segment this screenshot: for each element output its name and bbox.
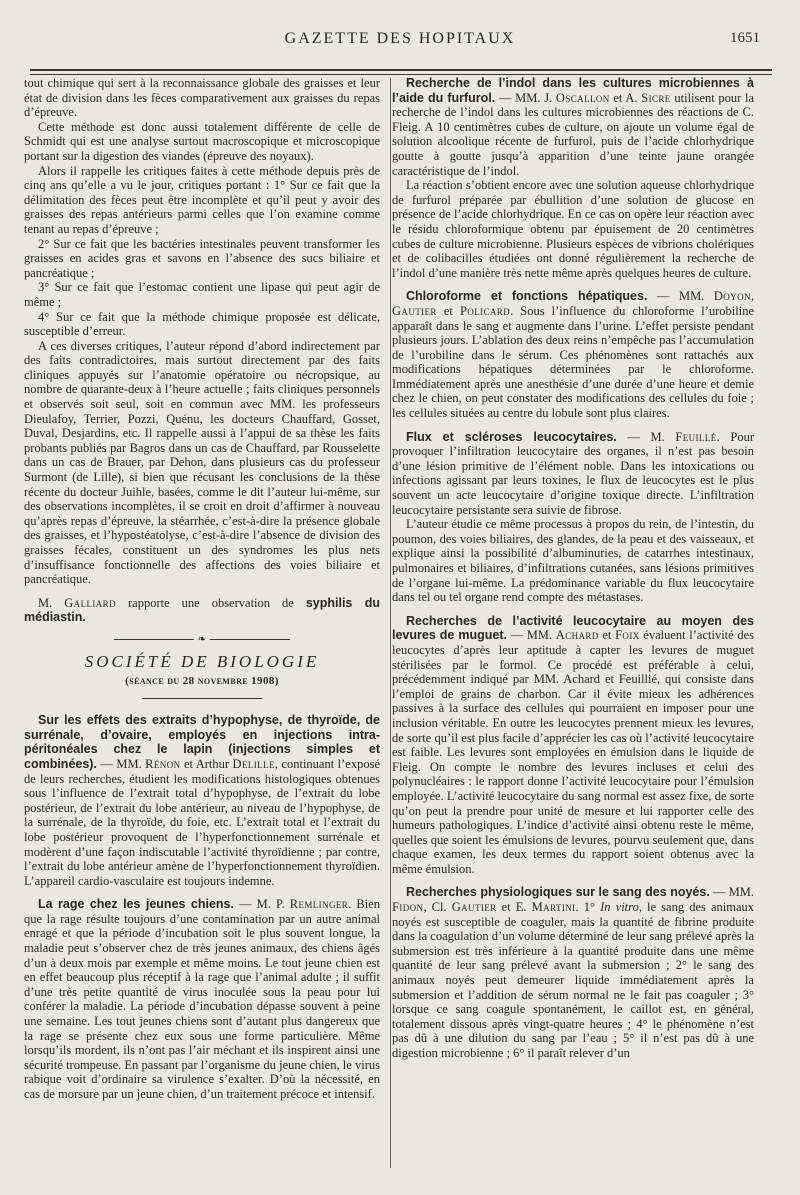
section-title: SOCIÉTÉ DE BIOLOGIE bbox=[84, 651, 320, 671]
article-dash: — MM. bbox=[96, 756, 146, 771]
paragraph: 3° Sur ce fait que l’estomac contient une lipase qui peut agir de même ; bbox=[24, 280, 380, 309]
author-name: Sicre bbox=[641, 90, 671, 105]
author-name: Rénon bbox=[145, 756, 181, 771]
article-body: utilisent pour la recherche de l’indol dans les cultures microbiennes des réactions de C. Fleig. A 10 centimètres cubes de culture, on ajoute un volume égal de solution alcoolique récente de furfurol, puis de l’acide chlorhydrique goutte à goutte jusqu’à apparition d’une teinte jaune orangée caractéristique de l’indol. bbox=[392, 90, 755, 178]
page-number: 1651 bbox=[730, 30, 760, 46]
italic-term: In vitro bbox=[600, 900, 639, 915]
short-rule bbox=[142, 698, 262, 699]
article-body: . Bien que la rage résulte toujours d’une contamination par un autre animal enragé et que la période d’incubation soit le plus souvent longue, la maladie peut s’observer chez de très jeunes animaux, des chiens âgés d’un à deux mois par exemple et même moins. Le tout jeune chien est en effet beaucoup plus réceptif à la rage que l’animal adulte ; il suffit d’une très petite quantité de virus inoculée sous la peau pour lui conférer la maladie. La période d’incubation dépasse souvent à peine une semaine. Les tout jeunes chiens sont d’autant plus dangereux que la rage se présente chez eux sous une forme particulière. Même lorsqu’ils mordent, ils n’ont pas l’air méchant et ils inspirent ainsi une sécurité trompeuse. En passant par l’organisme du jeune chien, le virus rabique voit d’ordinaire sa virulence s’exalter. D’où la nécessité, en cas de morsure par un jeune chien, d’un traitement précoce et intensif. bbox=[24, 897, 381, 1101]
author-name: Doyon bbox=[713, 289, 751, 304]
article-title: Flux et scléroses leucocytaires. bbox=[406, 429, 617, 444]
author-name: Martini bbox=[531, 900, 576, 915]
left-column bbox=[24, 76, 380, 1102]
author-name: Feuillé bbox=[675, 429, 717, 444]
paragraph: tout chimique qui sert à la reconnaissance globale des graisses et leur état de division dans les fèces comparativement aux graisses du repas d’épreuve. bbox=[24, 76, 380, 120]
author-name: Galliard bbox=[64, 595, 116, 610]
author-name: Gautier bbox=[392, 303, 437, 318]
paragraph: 4° Sur ce fait que la méthode chimique proposée est délicate, susceptible d’erreur. bbox=[24, 309, 380, 339]
article-dash: — MM. bbox=[647, 289, 714, 304]
article-title: Chloroforme et fonctions hépatiques. bbox=[406, 289, 648, 304]
running-head bbox=[0, 30, 800, 54]
article-indol bbox=[392, 76, 754, 178]
article-dash: — M. P. bbox=[233, 897, 290, 912]
paragraph: Cette méthode est donc aussi totalement différente de celle de Schmidt qui est une analyse surtout macroscopique et microscopique portant sur la digestion des viandes (épreuve des noyaux). bbox=[24, 119, 380, 163]
article-body: , le sang des animaux noyés est susceptible de coaguler, mais la quantité de fibrine produite dans la coagulation d’un volume déterminé de leur sang prélevé après la submersion est très inférieure à la quantité produite dans une même quantité de leur sang prélevé avant la submersion ; 2° le sang des animaux noyés peut demeurer liquide immédiatement après la submersion et l’addition de sérum normal ne le fait pas coaguler ; 3° lorsque ce sang coagule spontanément, le caillot est, en général, totalement dissous après vingt-quatre heures ; 4° le phénomène n’est pas dû à une dilution du sang par l’eau ; 5° il n’est pas dû à une digestion microbienne ; 6° il paraît relever d’un bbox=[392, 900, 755, 1060]
session-date: (séance du 28 novembre 1908) bbox=[125, 674, 279, 687]
article-body: évaluent l’activité des leucocytes d’après leur aptitude à capter les levures de muguet stérilisées par le formol. Ce procédé est préférable à celui, précédemment indiqué par MM. Achard et Feuillié, qui consiste dans l’emploi de grains de charbon. Car il évite mieux les adhérences passives à la surface des cellules qui pourraient en imposer pour une inclusion véritable. En outre les leucocytes prennent mieux les levures, de sorte qu’il est plus facile d’apprécier les cas où l’activité leucocytaire est faible. Les levures sont employées en émulsion dans le liquide de Fleig. On compte le nombre des levures incluses et celui des polynucléaires : le rapport donne l’activité leucocytaire pour l’émulsion employée. L’activité leucocytaire du sang normal est assez fixe, de sorte qu’on peut la prendre pour unité de mesure et lui rapporter celle des humeurs pathologiques. L’indice d’activité ainsi obtenu reste le même, quelles que soient les émulsions de levures, pourvu seulement que, dans chaque examen, les deux termes du rapport soient obtenus avec la même émulsion. bbox=[392, 628, 754, 876]
article-body: . Sous l’influence du chloroforme l’urobiline apparaît dans le sang et augmente dans l’urine. L’effet persiste pendant plusieurs jours. L’ablation des deux reins n’empêche pas l’accumulation de l’urobiline dans le sérum. Ces phénomènes sont rattachés aux modifications hépatiques déterminées par le chloroforme. Immédiatement après une anesthésie d’une durée d’une heure et demie chez le chien, on peut constater des modifications des cellules du foie ; les cellules situées au centre du lobule sont plus claires. bbox=[392, 303, 754, 421]
article-chloroforme bbox=[392, 289, 754, 420]
article-flux bbox=[392, 430, 754, 518]
paragraph: Alors il rappelle les critiques faites à cette méthode depuis près de cinq ans qu’elle a vu le jour, critiques portant : 1° Sur ce fait que la délimitation des fèces peut être incomplète et qu’il peut y avoir des graisses des repas antérieurs parmi celles que l’on examine comme tenant au repas d’épreuve ; bbox=[24, 163, 380, 236]
article-title: Sur les effets des extraits d’hypophyse, de thyroïde, de surrénale, d’ovaire, employés en injections intra-péritonéales chez le lapin (injections simples et combinées). bbox=[24, 713, 380, 771]
paragraph: A ces diverses critiques, l’auteur répond d’abord indirectement par des faits contradictoires, mais surtout directement par des faits cliniques appuyés sur l’anatomie opératoire ou nécropsique, au nombre de quarante-deux à l’heure actuelle ; faits cliniques personnels et observés soit seul, soit en commun avec MM. les professeurs Dieulafoy, Terrier, Pozzi, Quénu, les docteurs Chauffard, Gosset, Duval, Desjardins, etc. Il rappelle aussi à l’appui de sa thèse les faits probants publiés par Bagros dans un cas de Chauffard, par Rousselette dans un cas de Brauer, par Dehon, dans plusieurs cas du professeur Surmont (de Lille), si bien que récusant les conclusions de la thèse récente du docteur Juihle, basées, comme le dit l’auteur lui-même, sur des observations incomplètes, il se croit en droit d’affirmer à nouveau qu’après repas d’épreuve, la stéarrhée, c’est-à-dire la présence globale des graisses, et l’hypostéatolyse, c’est-à-dire l’absence de division des graisses fécales, constituent un des syndromes les plus nets d’insuffisance fonctionnelle des affections des voies biliaire et pancréatique. bbox=[24, 338, 380, 587]
article-thyroide bbox=[24, 713, 380, 888]
article-title: syphilis du médiastin. bbox=[24, 595, 380, 625]
article-dash: — MM. bbox=[709, 885, 754, 900]
author-name: Gautier bbox=[451, 900, 497, 915]
article-and: et bbox=[598, 628, 616, 643]
header-rule bbox=[30, 69, 772, 75]
author-name: Delille bbox=[232, 756, 275, 771]
author-name: Policard bbox=[459, 303, 511, 318]
ornament-separator bbox=[24, 635, 380, 643]
article-title: Recherches de l’activité leucocytaire au moyen des levures de muguet. bbox=[392, 613, 754, 643]
running-title: GAZETTE DES HOPITAUX bbox=[284, 30, 516, 47]
article-pre-italic: . 1° bbox=[575, 900, 601, 915]
article-title: Recherches physiologiques sur le sang des noyés. bbox=[406, 885, 710, 900]
article-and: et bbox=[436, 303, 460, 318]
right-column bbox=[392, 76, 754, 1061]
paragraph: 2° Sur ce fait que les bactéries intestinales peuvent transformer les graisses en acides gras et savons en l’absence des sucs biliaire et pancréatique ; bbox=[24, 236, 380, 280]
article-rage bbox=[24, 897, 380, 1101]
article-mid: , Cl. bbox=[423, 900, 452, 915]
galliard-pre: M. bbox=[38, 595, 65, 610]
article-body: . Pour provoquer l’infiltration leucocytaire des organes, il n’est pas besoin d’une lésion primitive de l’élément noble. Dans les intoxications ou infections agissant par leurs toxines, le flux de leucocytes est le plus souvent un acte leucocytaire d’origine toxique directe. L’infiltration leucocytaire persistante sera suivie de fibrose. bbox=[392, 429, 754, 517]
column-divider bbox=[390, 78, 391, 1168]
author-name: Remlinger bbox=[289, 897, 349, 912]
article-and: et E. bbox=[496, 900, 532, 915]
fleuron-icon: ❧ bbox=[194, 633, 210, 648]
author-name: Oscallon bbox=[555, 90, 610, 105]
paragraph: La réaction s’obtient encore avec une solution aqueuse chlorhydrique de furfurol préparée par ébullition d’une solution de glucose en présence de l’acide chlorhydrique. En ce cas on opère leur réaction avec le résidu chloroformique obtenu par épuisement de 20 centimètres cubes de culture microbienne. Plusieurs espèces de vibrions cholériques et de colibacilles étudiées ont donné régulièrement la recherche de l’indol d’une manière très nette même après quelques heures de culture. bbox=[392, 178, 754, 280]
article-dash: — MM. J. bbox=[495, 90, 556, 105]
article-levures bbox=[392, 614, 754, 877]
paragraph: L’auteur étudie ce même processus à propos du rein, de l’intestin, du poumon, des voies biliaires, des glandes, de la peau et des vaisseaux, et explique ainsi la possibilité d’albuminuries, de catarrhes intestinaux, pulmonaires et biliaires, d’infiltrations cutanées, sans lésions primitives de l’organe lui-même. La prédominance variable du flux leucocytaire dans tel ou tel organe rend compte des métastases. bbox=[392, 517, 754, 605]
article-sep: , bbox=[750, 289, 754, 304]
author-name: Foix bbox=[615, 628, 640, 643]
section-date bbox=[24, 674, 380, 689]
article-and: et Arthur bbox=[180, 756, 233, 771]
article-noyes bbox=[392, 885, 754, 1060]
article-and: et A. bbox=[609, 90, 642, 105]
article-title: La rage chez les jeunes chiens. bbox=[38, 897, 234, 912]
article-dash: — MM. bbox=[506, 628, 556, 643]
galliard-note bbox=[24, 596, 380, 625]
article-title: Recherche de l’indol dans les cultures microbiennes à l’aide du furfurol. bbox=[392, 76, 754, 105]
author-name: Fidon bbox=[392, 900, 424, 915]
author-name: Achard bbox=[555, 628, 599, 643]
article-body: , continuant l’exposé de leurs recherches, étudient les modifications histologiques obtenues sous l’influence de l’extrait total d’hypophyse, de l’extrait du lobe postérieur, de l’extrait du lobe antérieur, au niveau de l’hypophyse, de la surrénale, de la thyroïde, du foie, etc. L’extrait total et l’extrait du lobe postérieur provoquent de l’hyperfonctionnement surrénale et modèrent d’une façon indiscutable l’activité thyroïdienne ; par contre, l’extrait du lobe antérieur amène de l’hyperfonctionnement thyroïdien. L’appareil cardio-vasculaire est toujours indemne. bbox=[24, 756, 380, 888]
article-dash: — M. bbox=[616, 429, 676, 444]
galliard-mid: rapporte une observation de bbox=[115, 595, 306, 610]
